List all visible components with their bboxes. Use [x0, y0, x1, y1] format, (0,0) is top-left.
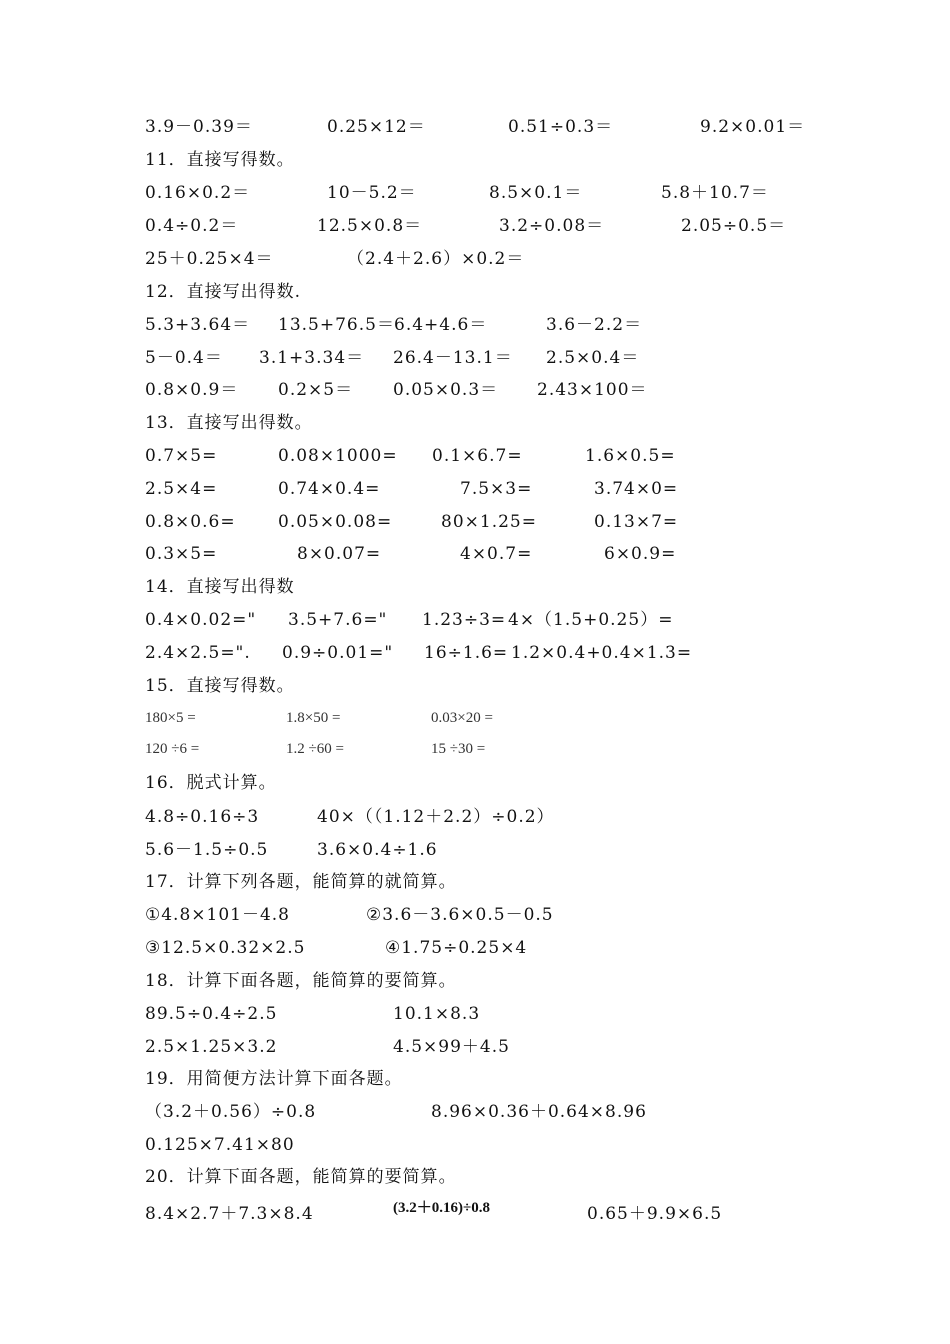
- problem: 10.1×8.3: [393, 1004, 481, 1024]
- q20-heading-line: [0, 1166, 950, 1196]
- problem: 6.4+4.6＝: [394, 315, 488, 335]
- problem: 0.16×0.2＝: [145, 183, 251, 203]
- problem: 80×1.25=: [441, 512, 537, 532]
- problem: 1.2×0.4+0.4×1.3=: [511, 643, 693, 663]
- problem: 16÷1.6=: [424, 643, 509, 663]
- problem: 0.74×0.4=: [278, 479, 381, 499]
- q20-heading: 20．计算下面各题，能简算的要简算。: [145, 1167, 457, 1187]
- problem: 0.8×0.6=: [145, 512, 236, 532]
- q18-row: [0, 1036, 950, 1066]
- problem: 2.4×2.5=".: [145, 643, 251, 663]
- problem: 3.5+7.6=": [288, 610, 388, 630]
- q17-row: [0, 904, 950, 934]
- q16-row: [0, 806, 950, 836]
- problem: 120 ÷6 =: [145, 741, 200, 757]
- q12-heading-line: [0, 281, 950, 311]
- problem: 2.43×100＝: [537, 380, 648, 400]
- problem: 0.05×0.08=: [278, 512, 393, 532]
- problem: 13.5+76.5＝: [278, 315, 395, 335]
- problem: 0.65＋9.9×6.5: [587, 1204, 723, 1224]
- problem: 0.7×5=: [145, 446, 218, 466]
- q17-heading: 17．计算下列各题，能简算的就简算。: [145, 872, 457, 892]
- problem-equation-image: (3.2＋0.16)÷0.8: [393, 1200, 490, 1216]
- q11-row: [0, 248, 950, 278]
- problem: 0.4÷0.2＝: [145, 216, 239, 236]
- q17-row: [0, 937, 950, 967]
- q20-row: [0, 1200, 950, 1233]
- q13-row: [0, 543, 950, 573]
- problem: 2.5×0.4＝: [546, 348, 640, 368]
- q15-heading-line: [0, 675, 950, 705]
- row-top: [0, 116, 950, 146]
- problem: （3.2＋0.56）÷0.8: [145, 1102, 317, 1122]
- problem: 0.2×5＝: [278, 380, 354, 400]
- q16-heading-line: [0, 772, 950, 802]
- problem: 2.5×4=: [145, 479, 218, 499]
- q14-heading-line: [0, 576, 950, 606]
- problem: 1.2 ÷60 =: [286, 741, 344, 757]
- problem: 25＋0.25×4＝: [145, 249, 274, 269]
- problem: 89.5÷0.4÷2.5: [145, 1004, 278, 1024]
- problem: （2.4＋2.6）×0.2＝: [347, 249, 525, 269]
- problem: 3.6－2.2＝: [546, 315, 643, 335]
- q13-heading: 13．直接写出得数。: [145, 413, 313, 433]
- problem: 26.4－13.1＝: [393, 348, 513, 368]
- q18-heading-line: [0, 970, 950, 1000]
- problem: 3.74×0=: [594, 479, 679, 499]
- q13-row: [0, 445, 950, 475]
- problem: 4×0.7=: [460, 544, 533, 564]
- q15-row: [0, 707, 950, 737]
- problem: 3.9－0.39＝: [145, 117, 253, 137]
- q16-heading: 16．脱式计算。: [145, 773, 277, 793]
- problem: 1.8×50 =: [286, 710, 341, 726]
- problem: 0.125×7.41×80: [145, 1135, 295, 1155]
- q12-row: [0, 379, 950, 409]
- problem: 8×0.07=: [297, 544, 382, 564]
- q15-row: [0, 738, 950, 768]
- problem: ②3.6－3.6×0.5－0.5: [366, 905, 554, 925]
- q18-heading: 18．计算下面各题，能简算的要简算。: [145, 971, 457, 991]
- problem: 0.8×0.9＝: [145, 380, 239, 400]
- problem: 0.05×0.3＝: [393, 380, 499, 400]
- problem: 5－0.4＝: [145, 348, 223, 368]
- problem: 40×（（1.12＋2.2）÷0.2）: [317, 807, 555, 827]
- problem: ①4.8×101－4.8: [145, 905, 291, 925]
- q17-heading-line: [0, 871, 950, 901]
- q19-heading: 19．用简便方法计算下面各题。: [145, 1069, 403, 1089]
- problem: 1.23÷3=: [422, 610, 507, 630]
- problem: 4×（1.5+0.25）=: [508, 610, 674, 630]
- problem: 180×5 =: [145, 710, 196, 726]
- q16-row: [0, 839, 950, 869]
- problem: 8.5×0.1＝: [489, 183, 583, 203]
- q12-heading: 12．直接写出得数.: [145, 282, 302, 302]
- q11-heading-line: [0, 149, 950, 179]
- problem: 4.8÷0.16÷3: [145, 807, 260, 827]
- problem: 12.5×0.8＝: [317, 216, 423, 236]
- q12-row: [0, 314, 950, 344]
- q11-row: [0, 215, 950, 245]
- problem: 0.9÷0.01=": [282, 643, 394, 663]
- problem: 1.6×0.5=: [585, 446, 676, 466]
- problem: ③12.5×0.32×2.5: [145, 938, 306, 958]
- problem: 3.6×0.4÷1.6: [317, 840, 438, 860]
- q14-heading: 14．直接写出得数: [145, 577, 295, 597]
- q19-row: [0, 1134, 950, 1164]
- q14-row: [0, 609, 950, 639]
- problem: 0.51÷0.3＝: [508, 117, 614, 137]
- problem: 5.3+3.64＝: [145, 315, 251, 335]
- problem: 5.8＋10.7＝: [661, 183, 769, 203]
- problem: 0.4×0.02=": [145, 610, 257, 630]
- q13-row: [0, 511, 950, 541]
- problem: 8.4×2.7＋7.3×8.4: [145, 1204, 314, 1224]
- q19-row: [0, 1101, 950, 1131]
- q11-row: [0, 182, 950, 212]
- problem: 0.1×6.7=: [432, 446, 523, 466]
- problem: 4.5×99＋4.5: [393, 1037, 510, 1057]
- problem: 0.3×5=: [145, 544, 218, 564]
- problem: 0.13×7=: [594, 512, 679, 532]
- problem: 10－5.2＝: [327, 183, 417, 203]
- problem: 5.6－1.5÷0.5: [145, 840, 269, 860]
- q19-heading-line: [0, 1068, 950, 1098]
- problem: 9.2×0.01＝: [700, 117, 806, 137]
- problem: 3.1+3.34＝: [259, 348, 365, 368]
- q14-row: [0, 642, 950, 672]
- q11-heading: 11．直接写得数。: [145, 150, 295, 170]
- problem: ④1.75÷0.25×4: [385, 938, 528, 958]
- problem: 0.25×12＝: [327, 117, 426, 137]
- q18-row: [0, 1003, 950, 1033]
- problem: 6×0.9=: [604, 544, 677, 564]
- problem: 0.08×1000=: [278, 446, 398, 466]
- q13-row: [0, 478, 950, 508]
- problem: 2.5×1.25×3.2: [145, 1037, 278, 1057]
- problem: 2.05÷0.5＝: [681, 216, 787, 236]
- problem: 15 ÷30 =: [431, 741, 486, 757]
- q15-heading: 15．直接写得数。: [145, 676, 295, 696]
- problem: 3.2÷0.08＝: [499, 216, 605, 236]
- q12-row: [0, 347, 950, 377]
- problem: 8.96×0.36＋0.64×8.96: [431, 1102, 647, 1122]
- problem: 7.5×3=: [460, 479, 533, 499]
- problem: 0.03×20 =: [431, 710, 493, 726]
- q13-heading-line: [0, 412, 950, 442]
